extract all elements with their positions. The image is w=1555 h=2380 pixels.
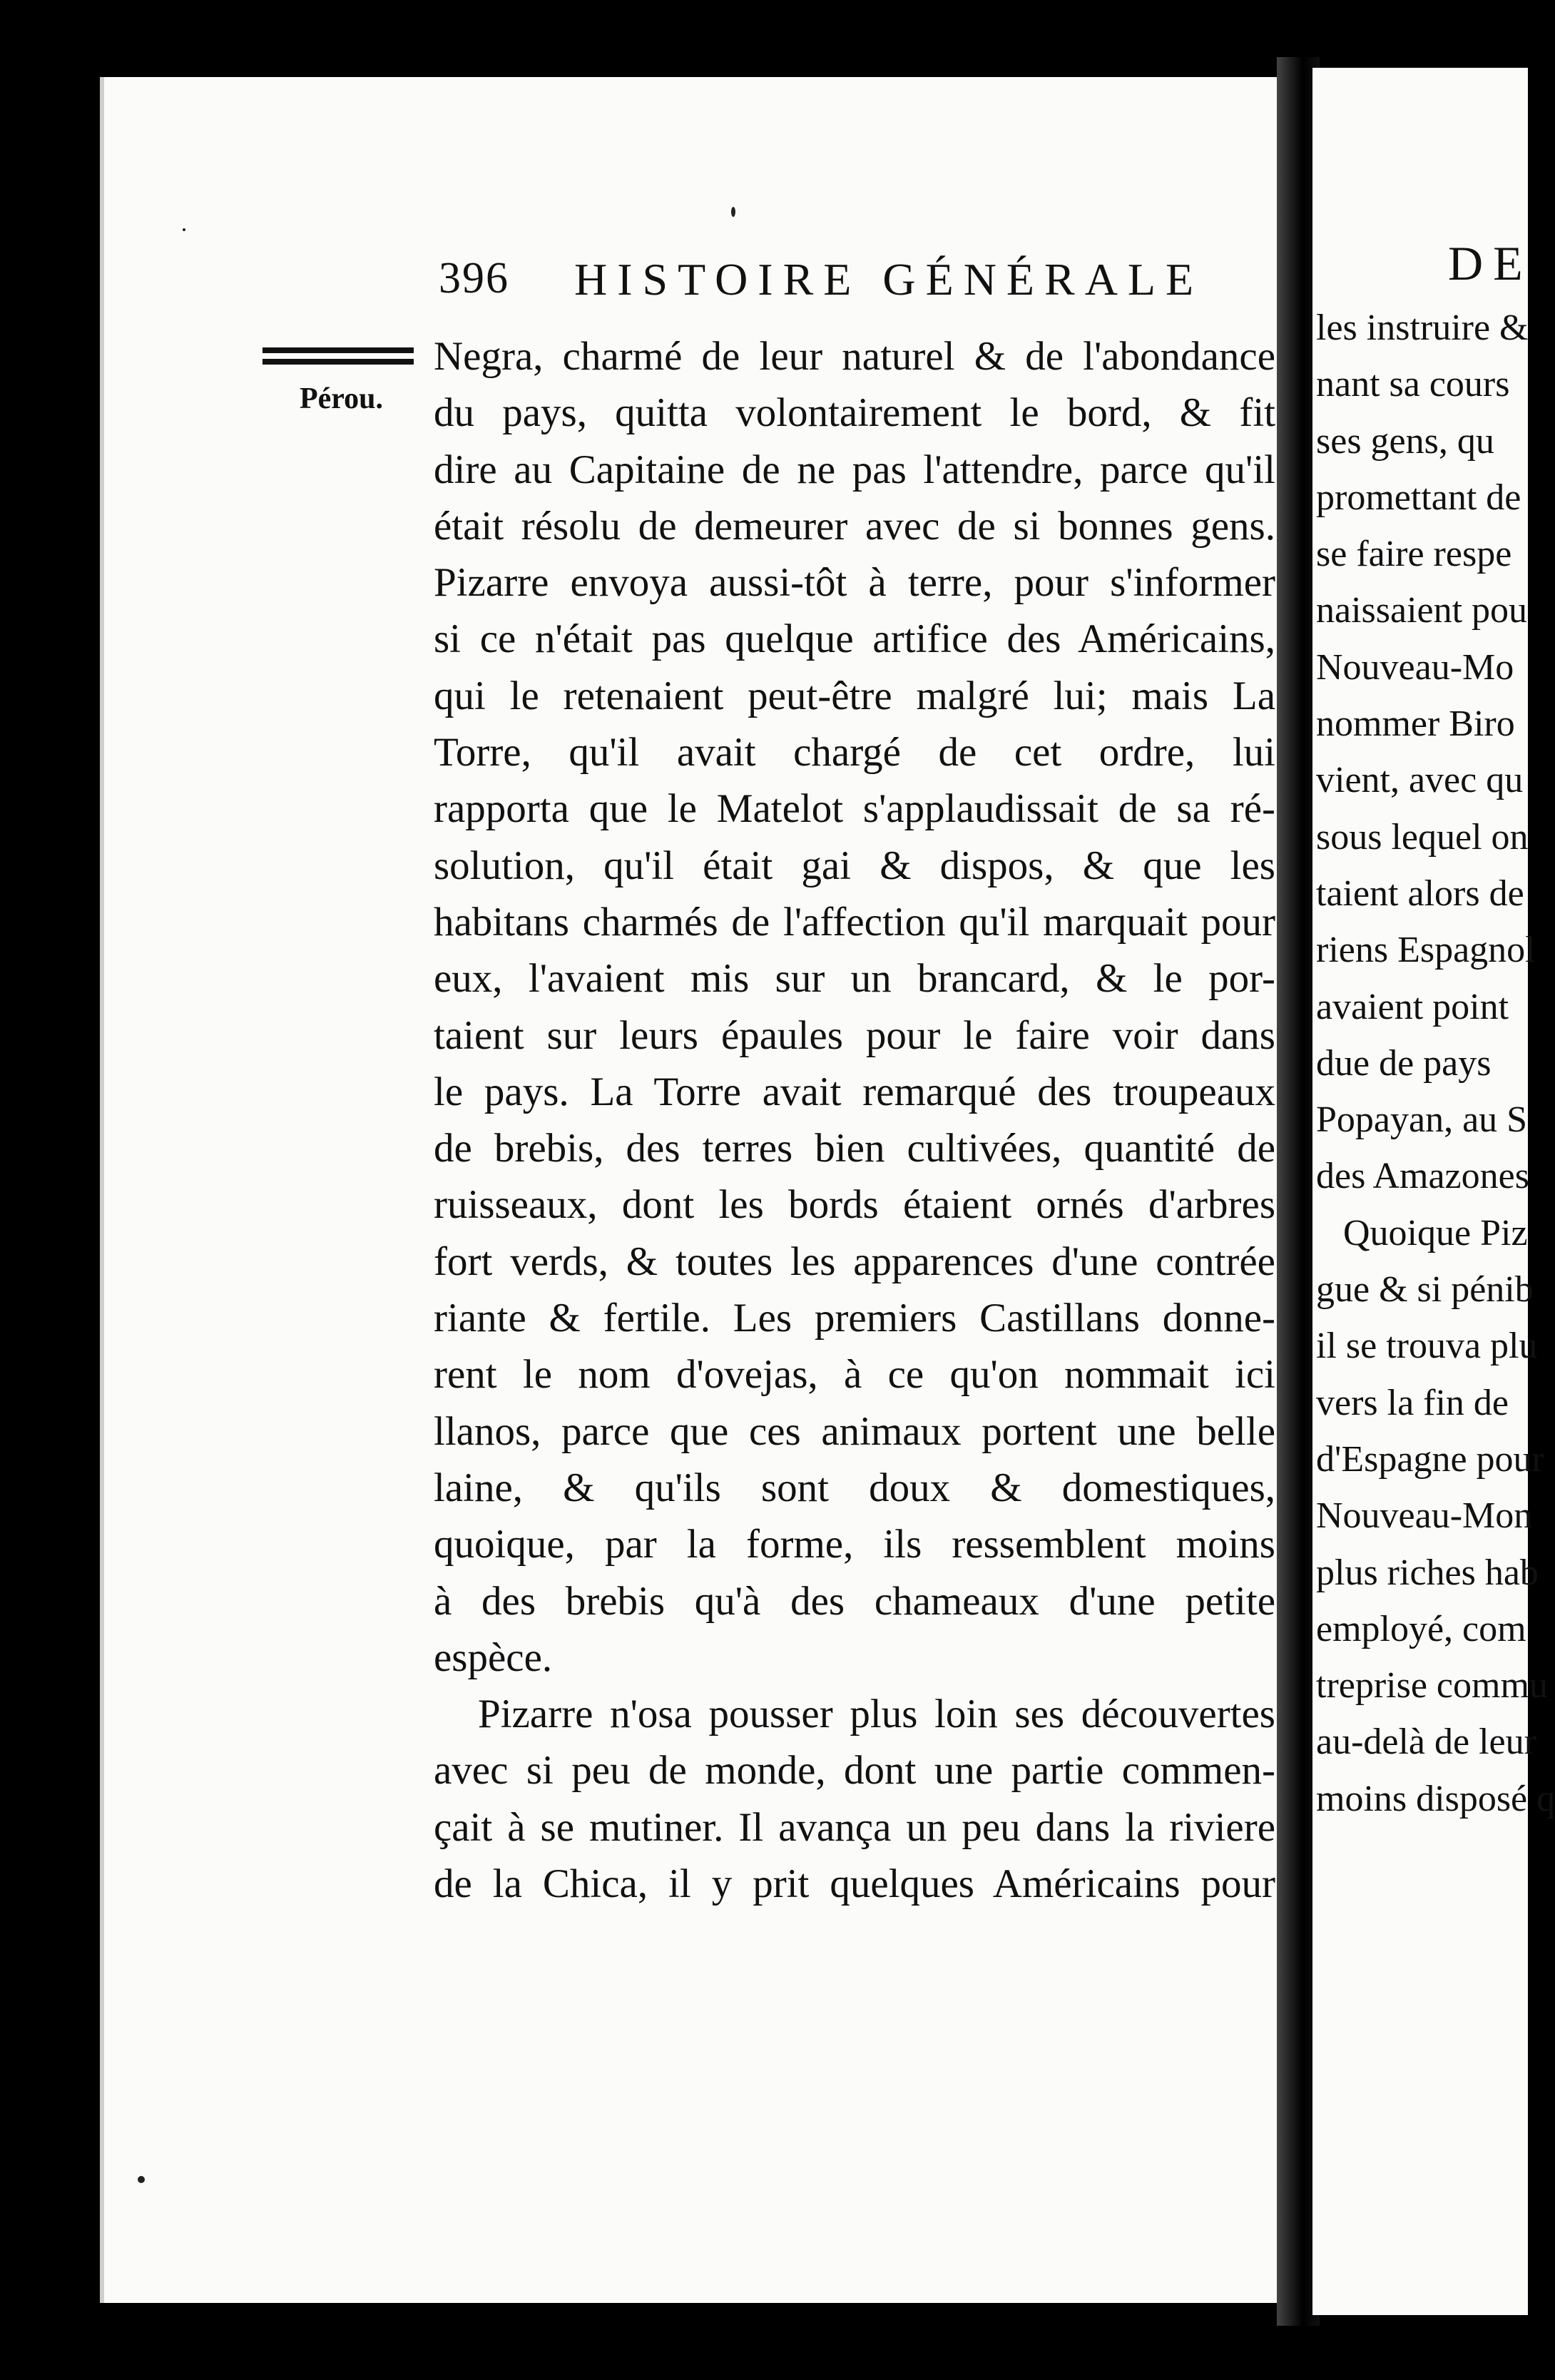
text-line: habitans charmés de l'affection qu'il marquait pour [434,899,1275,945]
text-line: Popayan, au S [1316,1099,1528,1141]
text-line: Torre, qu'il avait chargé de cet ordre, lui [434,730,1275,775]
text-line: à des brebis qu'à des chameaux d'une petite [434,1578,1275,1624]
text-line: Negra, charmé de leur naturel & de l'abondance [434,334,1275,379]
text-line: moins disposé q [1316,1778,1555,1819]
text-line: taient alors de [1316,873,1524,914]
text-line: çait à se mutiner. Il avança un peu dans la riviere [434,1804,1275,1850]
text-line: le pays. La Torre avait remarqué des troupeaux [434,1069,1275,1114]
right-body-text [1316,300,1555,1827]
text-line: rent le nom d'ovejas, à ce qu'on nommait ici [434,1352,1275,1398]
text-line: nant sa cours [1316,364,1510,405]
text-line: Nouveau-Mo [1316,646,1514,688]
text-line: due de pays [1316,1042,1492,1084]
text-line: vers la fin de [1316,1382,1509,1423]
text-line: Pizarre n'osa pousser plus loin ses découvertes [478,1692,1275,1737]
text-line: riens Espagnol [1316,930,1536,971]
ink-speck [731,207,735,217]
text-line: si ce n'était pas quelque artifice des Américains, [434,616,1275,662]
text-line: taient sur leurs épaules pour le faire voir dans [434,1012,1275,1058]
text-line: Nouveau-Mon [1316,1495,1533,1537]
text-line: laine, & qu'ils sont doux & domestiques, [434,1465,1275,1510]
text-line: dire au Capitaine de ne pas l'attendre, parce qu'il [434,447,1275,492]
text-line: ruisseaux, dont les bords étaient ornés d'arbres [434,1182,1275,1228]
running-head: HISTOIRE GÉNÉRALE [574,254,1204,305]
text-line: des Amazones [1316,1156,1529,1197]
text-line: d'Espagne pour [1316,1438,1544,1480]
text-line: de brebis, des terres bien cultivées, quantité de [434,1126,1275,1171]
text-line: au-delà de leur [1316,1722,1536,1763]
text-line: treprise commu [1316,1665,1548,1707]
text-line: avaient point [1316,986,1509,1027]
page-number: 396 [439,254,509,302]
text-line: se faire respe [1316,534,1512,575]
text-line: de la Chica, il y prit quelques Américains pour [434,1861,1275,1907]
text-line: qui le retenaient peut-être malgré lui; mais La [434,673,1275,718]
text-line: ses gens, qu [1316,420,1494,462]
text-line: nommer Biro [1316,703,1515,745]
ink-speck [183,228,185,231]
text-line: Pizarre envoya aussi-tôt à terre, pour s'informer [434,560,1275,606]
text-line: naissaient pou [1316,590,1528,631]
right-running-head: DE [1448,236,1533,290]
text-line: fort verds, & toutes les apparences d'une contrée [434,1239,1275,1284]
text-line: plus riches hab [1316,1552,1539,1593]
text-line: avec si peu de monde, dont une partie commen- [434,1748,1275,1794]
text-line: eux, l'avaient mis sur un brancard, & le por- [434,956,1275,1002]
text-line: les instruire & [1316,307,1529,348]
text-line: était résolu de demeurer avec de si bonnes gens. [434,503,1275,549]
text-line: vient, avec qu [1316,760,1524,801]
text-line: espèce. [434,1634,553,1680]
ink-speck [138,2176,145,2183]
text-line: rapporta que le Matelot s'applaudissait de sa ré- [434,786,1275,832]
text-line: quoique, par la forme, ils ressemblent moins [434,1522,1275,1567]
text-line: Quoique Piz [1343,1212,1528,1253]
text-line: employé, com [1316,1608,1526,1649]
margin-rule [262,359,414,365]
body-text [434,328,1275,1912]
text-line: promettant de [1316,477,1521,518]
text-line: du pays, quitta volontairement le bord, & fit [434,390,1275,436]
text-line: sous lequel on [1316,816,1529,858]
text-line: solution, qu'il était gai & dispos, & que les [434,843,1275,888]
text-line: riante & fertile. Les premiers Castillans donne- [434,1296,1275,1341]
margin-label: Pérou. [300,382,384,415]
text-line: llanos, parce que ces animaux portent une belle [434,1408,1275,1454]
margin-rule [262,347,414,353]
text-line: il se trouva plu [1316,1326,1538,1367]
text-line: gue & si pénib [1316,1269,1534,1311]
